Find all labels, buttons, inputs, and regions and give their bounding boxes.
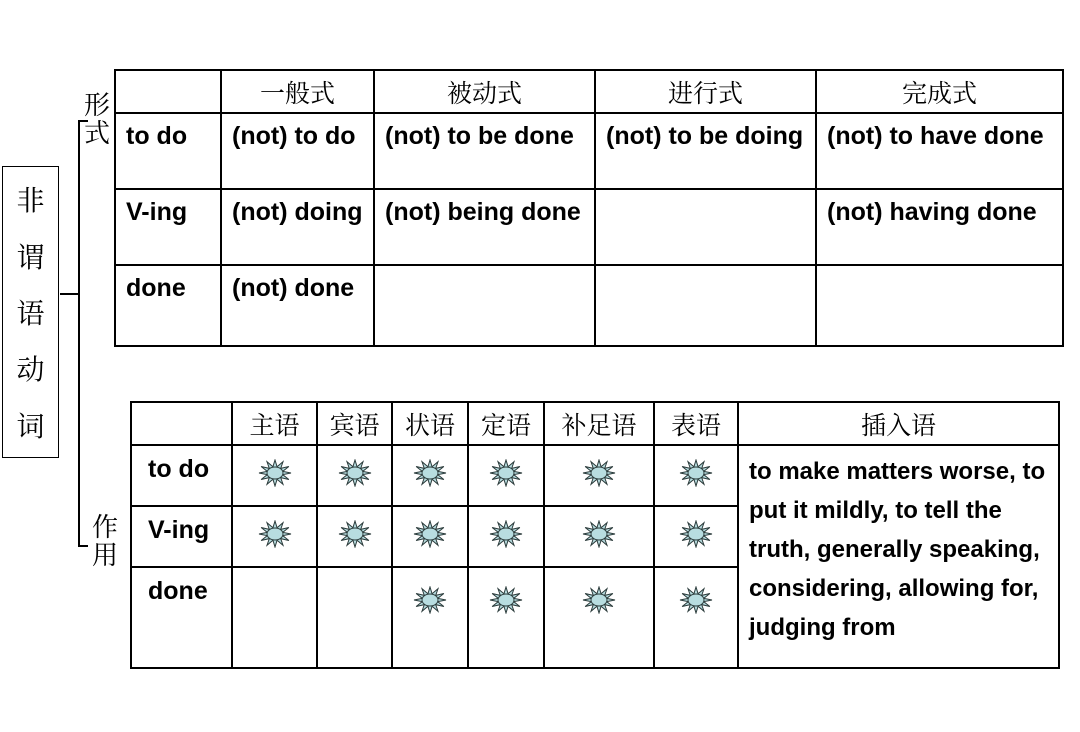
functions-header-cell: 插入语 [738, 402, 1059, 445]
functions-header-cell: 补足语 [544, 402, 654, 445]
form-row-label: V-ing [115, 189, 221, 265]
bracket-vertical [78, 120, 80, 546]
forms-header-cell: 被动式 [374, 70, 595, 113]
title-char: 语 [16, 296, 45, 330]
forms-header-row [115, 70, 1063, 113]
sun-icon [338, 459, 372, 487]
bracket-bottom-tick [78, 545, 88, 547]
form-cell [595, 189, 816, 265]
function-row-label: to do [131, 445, 232, 506]
form-cell [595, 265, 816, 346]
sun-icon [413, 586, 447, 614]
title-char: 词 [16, 409, 45, 443]
function-mark-cell [468, 445, 544, 506]
function-mark-cell [232, 506, 317, 567]
form-cell: (not) doing [221, 189, 374, 265]
function-mark-cell [468, 567, 544, 668]
functions-header-cell: 宾语 [317, 402, 392, 445]
function-mark-cell [392, 506, 468, 567]
function-mark-cell [654, 506, 738, 567]
form-label [84, 92, 112, 148]
functions-header-cell [131, 402, 232, 445]
parenthetical-cell: to make matters worse, to put it mildly, to tell the truth, generally speaking, considering, allowing for, judging from [738, 445, 1059, 668]
sun-icon [679, 520, 713, 548]
function-mark-cell [392, 567, 468, 668]
sun-icon [489, 586, 523, 614]
table-row [115, 113, 1063, 189]
form-row-label: done [115, 265, 221, 346]
function-mark-cell [654, 445, 738, 506]
function-mark-cell [544, 567, 654, 668]
form-cell [374, 265, 595, 346]
sun-icon [489, 520, 523, 548]
form-cell: (not) to do [221, 113, 374, 189]
title-char: 动 [16, 353, 45, 387]
function-mark-cell [544, 445, 654, 506]
functions-header-cell: 表语 [654, 402, 738, 445]
form-row-label: to do [115, 113, 221, 189]
function-row-label: done [131, 567, 232, 668]
functions-header-cell: 定语 [468, 402, 544, 445]
functions-table [130, 401, 1060, 669]
function-mark-cell [232, 567, 317, 668]
form-cell: (not) to have done [816, 113, 1063, 189]
function-mark-cell [317, 445, 392, 506]
forms-header-cell: 完成式 [816, 70, 1063, 113]
function-label-text: 作用 [92, 513, 119, 571]
form-label-text: 形式 [84, 91, 111, 149]
forms-header-cell [115, 70, 221, 113]
sun-icon [582, 520, 616, 548]
title-char: 谓 [16, 240, 45, 274]
table-row [115, 265, 1063, 346]
functions-header-row [131, 402, 1059, 445]
form-cell: (not) done [221, 265, 374, 346]
function-mark-cell [654, 567, 738, 668]
forms-header-cell: 进行式 [595, 70, 816, 113]
sun-icon [679, 586, 713, 614]
form-cell: (not) having done [816, 189, 1063, 265]
table-row [115, 189, 1063, 265]
form-cell: (not) to be doing [595, 113, 816, 189]
sun-icon [679, 459, 713, 487]
forms-table [114, 69, 1064, 347]
function-mark-cell [317, 567, 392, 668]
forms-header-cell: 一般式 [221, 70, 374, 113]
function-mark-cell [392, 445, 468, 506]
sun-icon [489, 459, 523, 487]
sun-icon [582, 459, 616, 487]
main-title [2, 166, 59, 458]
sun-icon [258, 520, 292, 548]
sun-icon [413, 520, 447, 548]
sun-icon [258, 459, 292, 487]
function-label [92, 514, 120, 570]
function-mark-cell [544, 506, 654, 567]
sun-icon [582, 586, 616, 614]
sun-icon [338, 520, 372, 548]
sun-icon [413, 459, 447, 487]
form-cell: (not) being done [374, 189, 595, 265]
table-row [131, 445, 1059, 506]
function-row-label: V-ing [131, 506, 232, 567]
functions-header-cell: 主语 [232, 402, 317, 445]
function-mark-cell [232, 445, 317, 506]
form-cell: (not) to be done [374, 113, 595, 189]
form-cell [816, 265, 1063, 346]
functions-header-cell: 状语 [392, 402, 468, 445]
title-char: 非 [16, 184, 45, 218]
bracket-stem [60, 293, 80, 295]
function-mark-cell [317, 506, 392, 567]
function-mark-cell [468, 506, 544, 567]
